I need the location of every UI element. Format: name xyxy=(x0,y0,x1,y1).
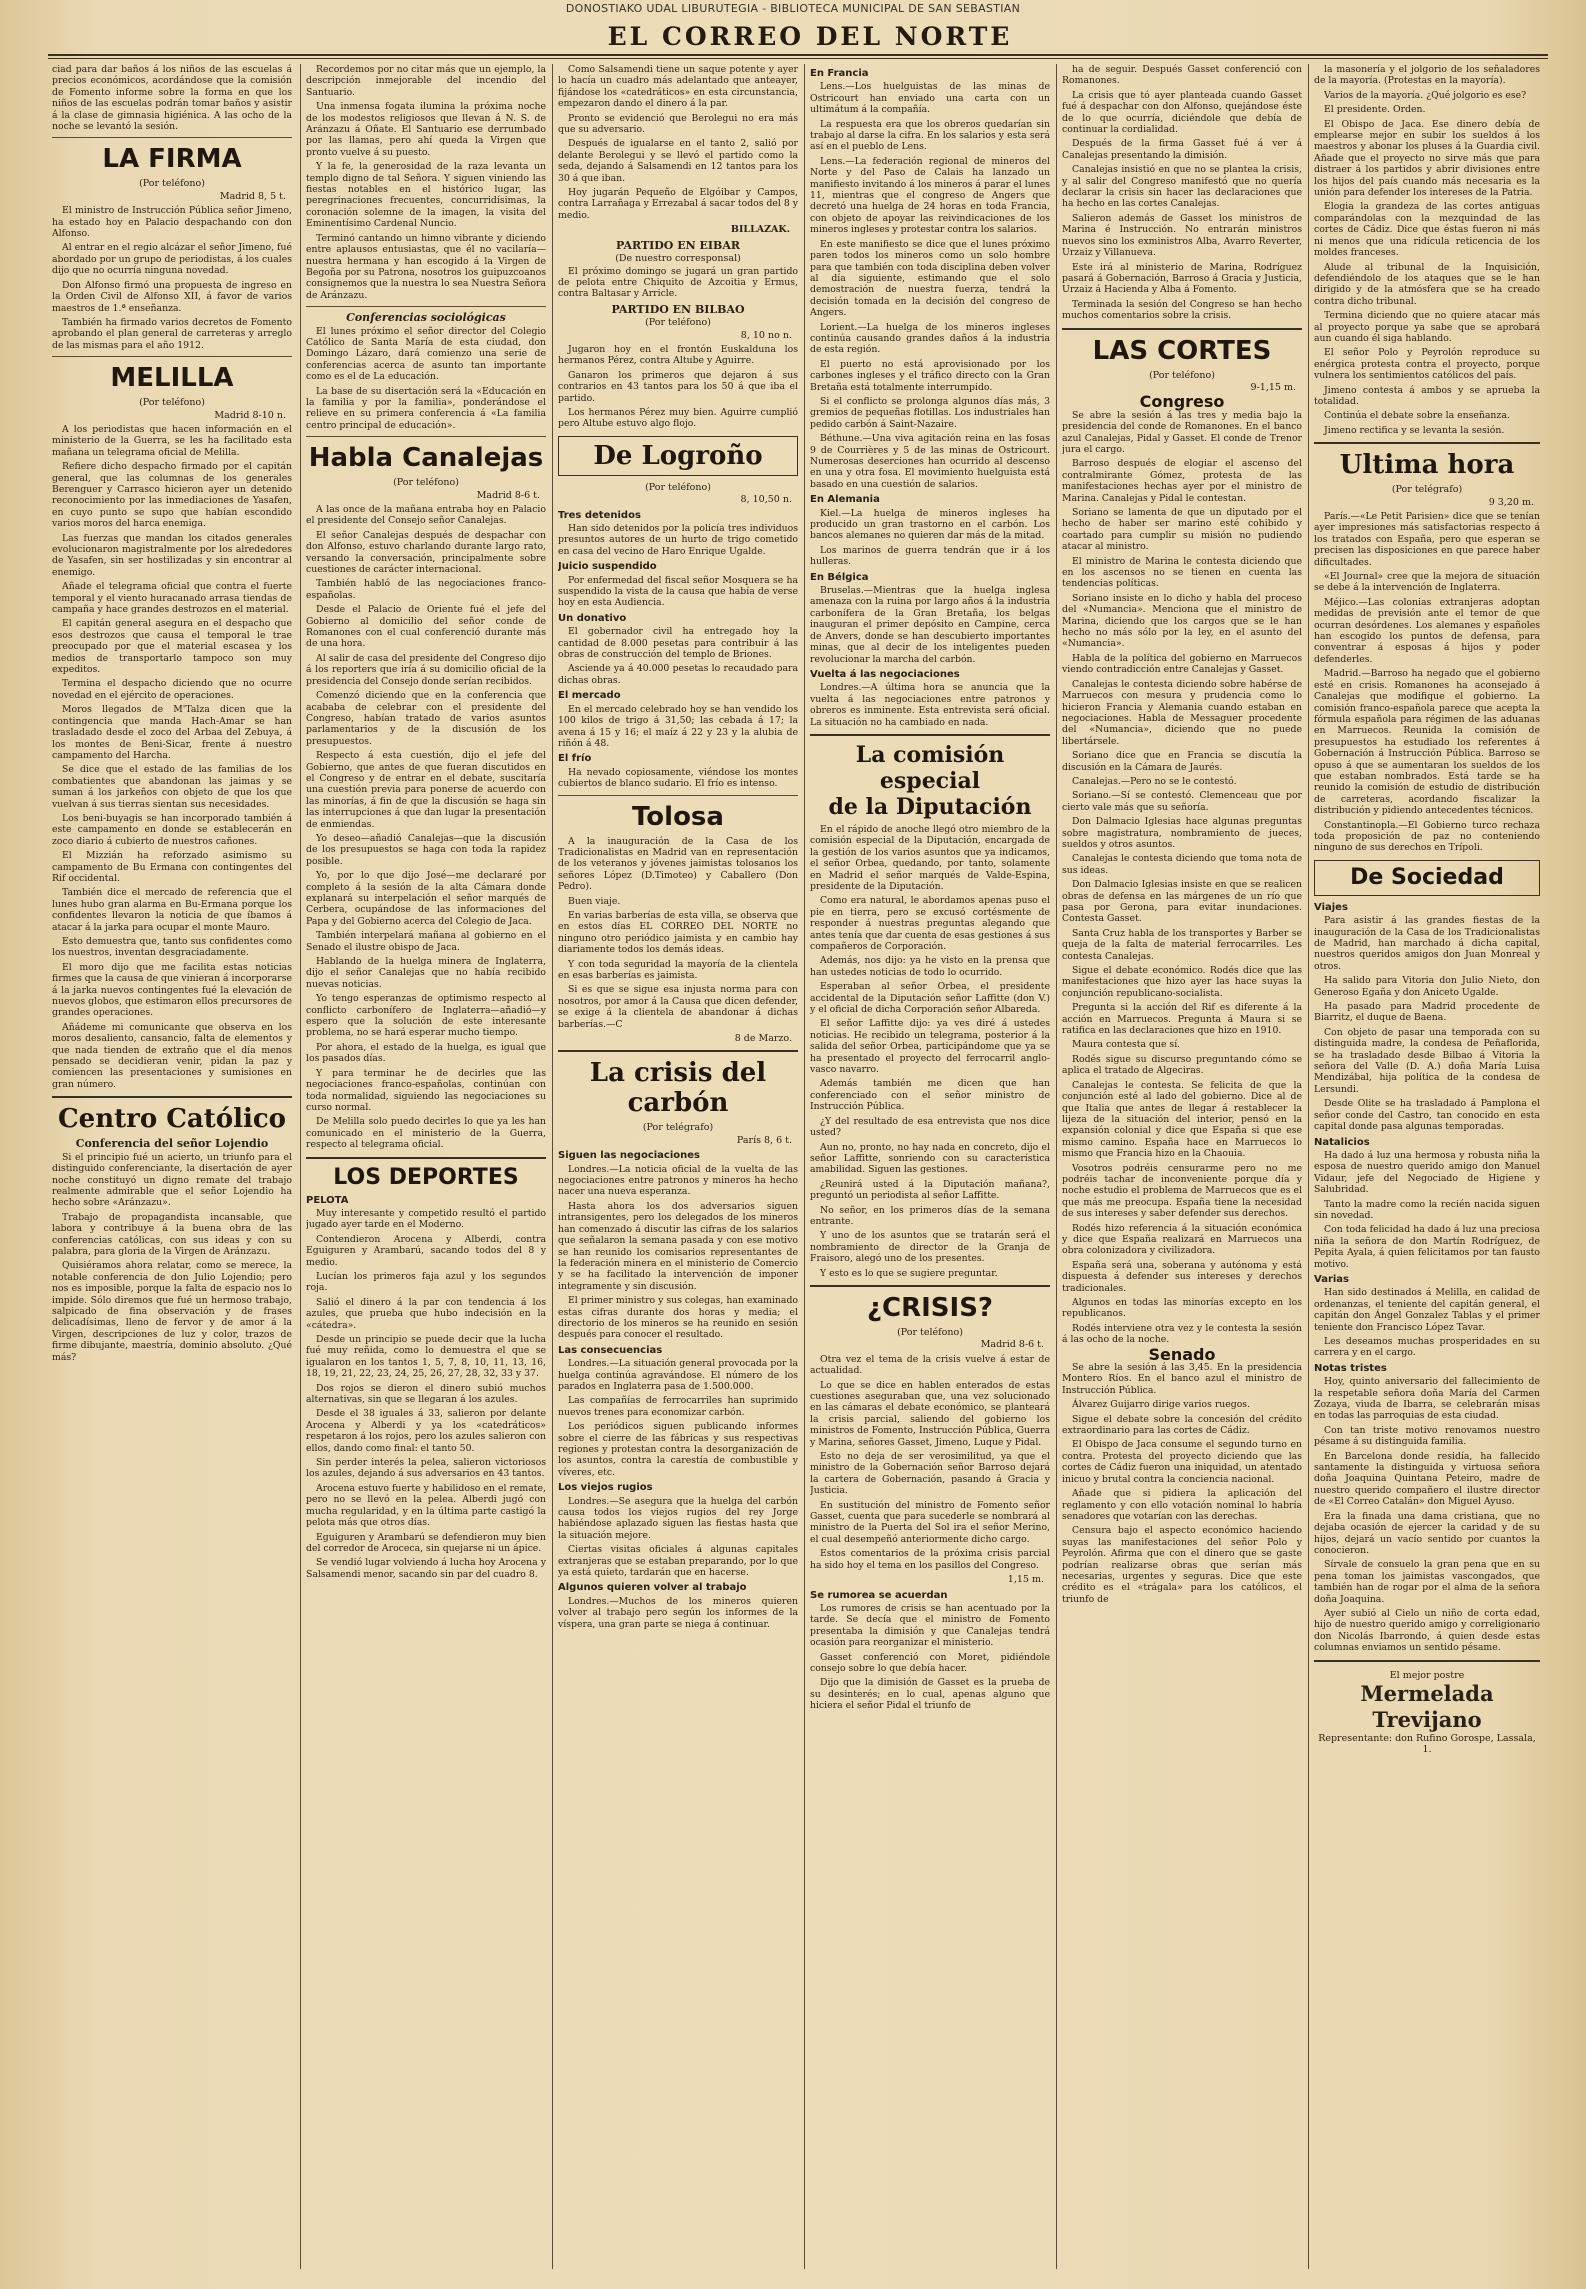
article-text: Añádeme mi comunicante que observa en los moros desaliento, cansancio, falta de elementos y que nada tienden de extraño que el día menos pensado se decidieran venir, pidan la paz y comiencen las presentaciones y sumisiones en gran número. xyxy=(52,1021,292,1090)
article-text: Yo, por lo que dijo José—me declararé por completo á la sesión de la alta Cámara donde explanará su interpelación el señor marqués de Cerbera, ocupándose de las informaciones del Papa y del Gobierno acerca del Colegio de Jaca. xyxy=(306,870,546,927)
article-text: Canalejas le contesta diciendo que toma nota de sus ideas. xyxy=(1062,853,1302,876)
article-text: Don Alfonso firmó una propuesta de ingreso en la Orden Civil de Alfonso XII, á favor de varios maestros de 1.ª enseñanza. xyxy=(52,279,292,314)
article-text: El señor Polo y Peyrolón reproduce su enérgica protesta contra el proyecto, porque vulnera los sentimientos católicos del país. xyxy=(1314,347,1540,382)
article-text: Los periódicos siguen publicando informes sobre el cierre de las fábricas y sus respectivas regiones y protestan contra la desorganización de los asuntos, contra la carestía de combustible y víveres, etc. xyxy=(558,1421,798,1478)
headline-de-sociedad: De Sociedad xyxy=(1350,864,1504,890)
article-text: Trabajo de propagandista incansable, que labora y contribuye á la buena obra de las conferencias católicas, con sus ideas y con su palabra, para gloria de la Virgen de Aránzazu. xyxy=(52,1211,292,1257)
article-text: Algunos en todas las minorías excepto en los republicanos. xyxy=(1062,1297,1302,1320)
article-text: Se dice que el estado de las familias de los combatientes que abandonan las jaimas y se suman á los jarkeños con objeto de que los que vuelvan á sus tierras sientan sus necesidades. xyxy=(52,764,292,810)
article-text: Si es que se sigue esa injusta norma para con nosotros, por amor á la Causa que dicen defender, se exige á la clientela de abandonar á dichas barberías.—C xyxy=(558,984,798,1030)
article-text: Quisiéramos ahora relatar, como se merece, la notable conferencia de don Julio Lojendio; pero nos es imposible, porque la falta de espacio nos lo impide. Sólo diremos que fué un hermoso trabajo, salpicado de fina observación y de frases delicadísimas, lleno de fervor y de amor á la Virgen, descripciones de luz y color, trazos de firme dibujante, maestría, dominio absoluto. ¿Qué más? xyxy=(52,1260,292,1363)
divider xyxy=(52,137,292,138)
article-text: Los marinos de guerra tendrán que ir á los hulleras. xyxy=(810,544,1050,568)
article-text: Londres.—Se asegura que la huelga del carbón causa todos los viejos rugios del rey Jorge habiéndose aplazado siguen las fiestas hasta que la situación mejore. xyxy=(558,1495,798,1541)
article-text: Refiere dicho despacho firmado por el capitán general, que las columnas de los generales Berenguer y Carrasco hicieron ayer un detenido reconocimiento por las inmediaciones de Yasafen, en cuyo punto se supo que habían escondido varios moros del harca enemiga. xyxy=(52,461,292,530)
article-text: Como Salsamendi tiene un saque potente y ayer lo hacía un cuadro más adelantado que anteayer, fijándose los «catedráticos» en esta circunstancia, empezaron dando el dinero á la par. xyxy=(558,64,798,110)
headline-tolosa: Tolosa xyxy=(632,801,724,832)
divider xyxy=(558,1050,798,1052)
subhead: (Por teléfono) xyxy=(897,1326,963,1338)
article-text: Lo que se dice en hablen enterados de estas cuestiones aseguraban que, una vez solucionado en las cámaras el debate económico, se planteará la crisis parcial, saliendo del gobierno los ministros de Fomento, Instrucción Pública, Guerra y Marina, señores Gasset, Jimeno, Luque y Pidal. xyxy=(810,1379,1050,1448)
article-text: Lens.—La federación regional de mineros del Norte y del Paso de Calais ha lanzado un manifiesto invitando á los mineros á parar el lunes 11, mientras que el congreso de Angers que decretó una huelga de 24 horas en toda Francia, con objeto de apoyar las reivindicaciones de los mineros ingleses y protestar contra los salarios. xyxy=(810,155,1050,236)
article-text: Recordemos por no citar más que un ejemplo, la descripción inmejorable del incendio del Santuario. xyxy=(306,64,546,98)
subhead: (De nuestro corresponsal) xyxy=(615,253,741,265)
article-text: En Barcelona donde residía, ha fallecido santamente la distinguida y virtuosa señora doña Joaquina Quintana Peteiro, madre de nuestro querido compañero el ilustre director de «El Correo Catalán» don Miguel Ayuso. xyxy=(1314,1450,1540,1508)
divider xyxy=(306,436,546,437)
subhead: (Por telégrafo) xyxy=(1391,484,1463,496)
subhead-eibar: PARTIDO EN EIBAR xyxy=(615,238,740,252)
article-text: Gasset conferenció con Moret, pidiéndole consejo sobre lo que debía hacer. xyxy=(810,1651,1050,1674)
subhead: En Bélgica xyxy=(810,571,869,583)
dateline: 8 de Marzo. xyxy=(734,1033,792,1045)
article-text: Soriano insiste en lo dicho y habla del proceso del «Numancia». Menciona que el ministro de Marina, diciendo que los cargos que se le han hecho no más sólo por la ley, en el asunto del «Numancia». xyxy=(1062,592,1302,650)
article-text: ciad para dar baños á los niños de las escuelas á precios económicos, acordándose que la comisión de Fomento informe sobre la forma en que los niños de las escuelas podrán tomar baños y asistir á la clase de gimnasia higiénica. A las ocho de la noche se levantó la sesión. xyxy=(52,64,292,133)
article-text: Ha dado á luz una hermosa y robusta niña la esposa de nuestro querido amigo don Manuel Vidaur, jefe del Negociado de Higiene y Salubridad. xyxy=(1314,1149,1540,1196)
article-text: Varios de la mayoría. ¿Qué jolgorio es ese? xyxy=(1324,89,1527,101)
article-text: Don Dalmacio Iglesias hace algunas preguntas sobre magistratura, nombramiento de jueces, sueldos y otros asuntos. xyxy=(1062,816,1302,850)
subhead: Varias xyxy=(1314,1273,1349,1285)
article-text: Para asistir á las grandes fiestas de la inauguración de la Casa de los Tradicionalistas de Madrid, han marchado á dicha capital, nuestros queridos amigos don Juan Monreal y otros. xyxy=(1314,915,1540,972)
subhead: (Por teléfono) xyxy=(139,397,205,409)
article-text: La crisis que tó ayer planteada cuando Gasset fué á despachar con don Alfonso, quejándose éste de lo que ocurría, diciéndole que debía de continuar la cordialidad. xyxy=(1062,89,1302,136)
article-text: Terminada la sesión del Congreso se han hecho muchos comentarios sobre la crisis. xyxy=(1062,298,1302,322)
article-text: Por ahora, el estado de la huelga, es igual que los pasados días. xyxy=(306,1041,546,1065)
article-text: Eguiguren y Arambarú se defendieron muy bien del corredor de Aroceca, sin quejarse ni un ápice. xyxy=(306,1531,546,1554)
article-text: Dos rojos se dieron el dinero subió muchos alternativas, sin que se llegaran á los azules. xyxy=(306,1382,546,1406)
article-text: La respuesta era que los obreros quedarían sin trabajo al darse la cifra. En los salarios y esta será así en el pueblo de Lens. xyxy=(810,118,1050,153)
article-text: Jugaron hoy en el frontón Euskalduna los hermanos Pérez, contra Altube y Aguirre. xyxy=(558,343,798,367)
dateline: Madrid 8-10 n. xyxy=(214,409,286,421)
subhead: Viajes xyxy=(1314,901,1348,913)
column-2 xyxy=(306,64,546,2274)
article-text: Se abre la sesión á las 3,45. En la presidencia Montero Ríos. En el banco azul el ministro de Instrucción Pública. xyxy=(1062,1362,1302,1396)
article-text: Sírvale de consuelo la gran pena que en su pena toman los jaimistas vascongados, que también han de rogar por el alma de la señora doña Joaquina. xyxy=(1314,1559,1540,1605)
column-divider xyxy=(1308,64,1309,2269)
advertisement xyxy=(1314,1670,1540,1756)
masthead: EL CORREO DEL NORTE xyxy=(607,22,1013,51)
article-text: Lucían los primeros faja azul y los segundos roja. xyxy=(306,1270,546,1294)
article-text: Han sido detenidos por la policía tres individuos presuntos autores de un hurto de trigo cometido en casa del vecino de Haro Enrique Ugalde. xyxy=(558,523,798,557)
article-text: Además, nos dijo: ya he visto en la prensa que han ustedes noticias de todo lo ocurrido. xyxy=(810,955,1050,978)
article-text: ¿Y del resultado de esa entrevista que nos dice usted? xyxy=(810,1115,1050,1139)
article-text: El lunes próximo el señor director del Colegio Católico de Santa María de esta ciudad, don Domingo Lázaro, dará comienzo una serie de conferencias acerca de asunto tan importante como es el de La educación. xyxy=(306,325,546,383)
divider xyxy=(306,306,546,307)
article-text: El ministro de Instrucción Pública señor Jimeno, ha estado hoy en Palacio despachando con don Alfonso. xyxy=(52,205,292,240)
article-text: la masonería y el jolgorio de los señaladores de la mayoría. (Protestas en la mayoría). xyxy=(1314,64,1540,87)
article-text: Ganaron los primeros que dejaron á sus contrarios en 43 tantos para los 50 á que iba el partido. xyxy=(558,369,798,404)
article-text: El gobernador civil ha entregado hoy la cantidad de 8.000 pesetas para contribuir á las obras de construcción del templo de Briones. xyxy=(558,626,798,661)
article-text: Era la finada una dama cristiana, que no dejaba ocasión de ejercer la caridad y de su hijos, dejará un vacío sentido por cuantos la conocieron. xyxy=(1314,1510,1540,1556)
article-text: Dijo que la dimisión de Gasset es la prueba de su desinterés; en lo cual, apenas alguno que hiciera el señor Pidal el triunfo de xyxy=(810,1677,1050,1712)
headline-la-firma: LA FIRMA xyxy=(102,144,242,175)
article-text: Don Dalmacio Iglesias insiste en que se realicen obras de defensa en las márgenes de un río que pasa por Gerona, para evitar inundaciones. Contesta Gasset. xyxy=(1062,879,1302,925)
subhead: (Por teléfono) xyxy=(645,317,711,329)
headline-melilla: MELILLA xyxy=(110,363,234,394)
article-text: Sigue el debate sobre la concesión del crédito extraordinario para las cortes de Cádiz. xyxy=(1062,1413,1302,1437)
ad-representative: Representante: don Rufino Gorospe, Lassala, 1. xyxy=(1318,1732,1536,1756)
divider xyxy=(52,1096,292,1098)
article-text: Londres.—A última hora se anuncia que la vuelta á las negociaciones entre patronos y obreros es inminente. Esta entrevista será oficial. La situación no ha cambiado en nada. xyxy=(810,682,1050,728)
article-text: Con tan triste motivo renovamos nuestro pésame á su distinguida familia. xyxy=(1314,1424,1540,1448)
article-text: Béthune.—Una viva agitación reina en las fosas 9 de Courrières y 5 de las minas de Ostricourt. Numerosas deserciones han ocurrido al descenso en una y otra fosa. El movimiento huelguista está basado en una cuestión de salarios. xyxy=(810,433,1050,490)
article-text: Madrid.—Barroso ha negado que el gobierno esté en crisis. Romanones ha aconsejado á Canalejas que modifique el gobierno. La comisión franco-española parece que acepta la fórmula española para régimen de las aduanas en Marruecos. Reunida la comisión de presupuestos ha estudiado los referentes á Gobernación á Instrucción Pública. Barroso se opuso á que se aumentaran los sueldos de los que estaban nombrados. Está tarde se ha reunido la comisión de estudio de distribución de carreteras, acordando fiscalizar la distribución y pidiendo antecedentes técnicos. xyxy=(1314,668,1540,817)
article-text: El Obispo de Jaca consume el segundo turno en contra. Protesta del proyecto diciendo que las cortes de Cádiz fueron una iniquidad, un atentado inicuo y brutal contra la conciencia nacional. xyxy=(1062,1439,1302,1485)
subhead: El frío xyxy=(558,753,592,765)
article-text: Elogia la grandeza de las cortes antiguas comparándolas con la mezquindad de las cortes de Cádiz. Dice que éstas fueron ni más ni menos que una ridícula reticencia de los moldes franceses. xyxy=(1314,201,1540,259)
article-text: Canalejas le contesta. Se felicita de que la conjunción esté al lado del gobierno. Dice al de que Italia que antes de llegar á restablecer la lijeza de la situación del interior, pensó en la expansión colonial y dice que España si que ese mismo camino. España hace en Marruecos lo mismo que Francia hizo en la Chaouia. xyxy=(1062,1079,1302,1160)
article-text: El moro dijo que me facilita estas noticias firmes que la causa de que vinieran á incorporarse á la jarka nuevos contingentes fué la elevación de nuevos globos, que estimaron ellos precursores de grandes operaciones. xyxy=(52,961,292,1019)
article-text: Después de igualarse en el tanto 2, salió por delante Berolegui y se llevó el partido como la seda, dejando á Salsamendi en 12 tantos para los 30 á que iban. xyxy=(558,138,798,184)
column-5 xyxy=(1062,64,1302,2274)
article-text: Añade el telegrama oficial que contra el fuerte temporal y el viento huracanado arrasa tiendas de campaña y hace grandes destrozos en el material. xyxy=(52,581,292,616)
subhead: (Por telégrafo) xyxy=(642,1122,714,1134)
article-text: Lens.—Los huelguistas de las minas de Ostricourt han enviado una carta con un ultimátum á la compañía. xyxy=(810,81,1050,116)
article-text: Terminó cantando un himno vibrante y diciendo entre aplausos entusiastas, que él no vacilaría—nuestra hermana y han escogido á la Virgen de Begoña por su Patrona, nosotros los guipuzcoanos consignemos que la nuestra lo sea Nuestra Señora de Aránzazu. xyxy=(306,232,546,301)
article-text: Soriano.—Sí se contestó. Clemenceau que por cierto vale más que su señoría. xyxy=(1062,790,1302,813)
article-text: Londres.—La noticia oficial de la vuelta de las negociaciones entre patronos y mineros ha hecho nacer una nueva esperanza. xyxy=(558,1163,798,1198)
article-text: Esperaban al señor Orbea, el presidente accidental de la Diputación señor Laffitte (don V.) y el oficial de dicha Corporación señor Albareda. xyxy=(810,981,1050,1016)
subhead: Siguen las negociaciones xyxy=(558,1150,701,1162)
article-text: El capitán general asegura en el despacho que esos destrozos que causa el temporal le trae preocupado por que el material escasea y los medios de transportarlo tampoco son muy expeditos. xyxy=(52,618,292,676)
article-text: El presidente. Orden. xyxy=(1324,104,1426,116)
article-text: También ha firmado varios decretos de Fomento aprobando el plan general de carreteras y arreglo de las mismas para el año 1912. xyxy=(52,316,292,351)
article-text: Sin perder interés la pelea, salieron victoriosos los azules, dejando á sus adversarios en 43 tantos. xyxy=(306,1457,546,1480)
article-text: El señor Laffitte dijo: ya ves diré á ustedes noticias. He recibido un telegrama, posterior á la salida del señor Orbea, participándome que ya se ha presentado el proyecto del ferrocarril anglo-vasco navarro. xyxy=(810,1018,1050,1076)
article-text: Londres.—La situación general provocada por la huelga continúa agravándose. El número de los parados en Inglaterra pasa de 1.500.000. xyxy=(558,1358,798,1392)
subhead: En Alemania xyxy=(810,494,880,506)
article-text: Les deseamos muchas prosperidades en su carrera y en el cargo. xyxy=(1314,1336,1540,1359)
article-text: Se vendió lugar volviendo á lucha hoy Arocena y Salsamendi menor, sacando sin par del cuadro 8. xyxy=(306,1557,546,1580)
article-text: Con toda felicidad ha dado á luz una preciosa niña la señora de don Martín Rodríguez, de Pepita Ayala, á quien felicitamos por tan fausto motivo. xyxy=(1314,1224,1540,1270)
subhead: Los viejos rugios xyxy=(558,1482,653,1494)
dateline: 9 3,20 m. xyxy=(1488,496,1534,508)
dateline: 1,15 m. xyxy=(1007,1574,1044,1586)
article-text: Arocena estuvo fuerte y habilidoso en el remate, pero no se llevó en la pelea. Alberdi jugó con mucha regularidad, y en la última parte castigó la pelota más que otros días. xyxy=(306,1482,546,1529)
article-text: Los rumores de crisis se han acentuado por la tarde. Se decía que el ministro de Fomento presentaba la dimisión y que Canalejas tendrá ocasión para reorganizar el ministerio. xyxy=(810,1602,1050,1649)
article-text: Comenzó diciendo que en la conferencia que acababa de celebrar con el presidente del Congreso, habían tratado de varios asuntos parlamentarios y de la discusión de los presupuestos. xyxy=(306,690,546,747)
subhead: (Por teléfono) xyxy=(645,481,711,493)
article-text: A los periodistas que hacen información en el ministerio de la Guerra, se les ha facilitado esta mañana un telegrama oficial de Melilla. xyxy=(52,423,292,458)
article-text: Londres.—Muchos de los mineros quieren volver al trabajo pero según los informes de la víspera, una gran parte se niega á continuar. xyxy=(558,1595,798,1630)
article-text: Y uno de los asuntos que se tratarán será el nombramiento de director de la Granja de Fraisoro, alegó uno de los presentes. xyxy=(810,1230,1050,1265)
article-text: Desde un principio se puede decir que la lucha fué muy reñida, como lo demuestra el que se igualaron en los tantos 1, 5, 7, 8, 10, 11, 13, 16, 18, 19, 21, 22, 23, 24, 25, 26, 27, 28, 32, 33 y 37. xyxy=(306,1334,546,1380)
article-text: El señor Canalejas después de despachar con don Alfonso, estuvo charlando durante largo rato, versando la conversación, principalmente sobre cuestiones de carácter internacional. xyxy=(306,529,546,576)
headline-de-logrono: De Logroño xyxy=(593,440,763,471)
article-text: Ha nevado copiosamente, viéndose los montes cubiertos de blanco sudario. El frío es intenso. xyxy=(558,766,798,790)
subhead-pelota: PELOTA xyxy=(306,1194,349,1206)
article-text: Habla de la política del gobierno en Marruecos viendo contradicción entre Canalejas y Gasset. xyxy=(1062,652,1302,676)
article-text: Esto no deja de ser verosimilitud, ya que el ministro de la Gobernación señor Barroso dejará la cartera de Gobernación, pasando á Gracia y Justicia. xyxy=(810,1451,1050,1497)
headline-centro-catolico: Centro Católico xyxy=(57,1104,287,1135)
article-text: También dice el mercado de referencia que el lunes hubo gran alarma en Bu-Ermana porque los confidentes llevaron la noticia de que íbamos á atacar á la jarka para ocupar el monte Mauro. xyxy=(52,887,292,933)
article-text: Si el conflicto se prolonga algunos días más, 3 gremios de pequeñas flotillas. Los industriales han pedido carbón á Saint-Nazaire. xyxy=(810,395,1050,430)
article-text: Otra vez el tema de la crisis vuelve á estar de actualidad. xyxy=(810,1353,1050,1377)
headline-habla-canalejas: Habla Canalejas xyxy=(308,443,544,474)
column-3 xyxy=(558,64,798,2274)
article-text: Han sido destinados á Melilla, en calidad de ordenanzas, el teniente del capitán general, el capitán don Ángel Gonzalez Tablas y el primer teniente don Francisco López Tavar. xyxy=(1314,1287,1540,1333)
article-text: En sustitución del ministro de Fomento señor Gasset, cuenta que para sucederle se nombrará al ministro de la Puerta del Sol ira el señor Merino, el cual desempeñó anteriormente dicho cargo. xyxy=(810,1499,1050,1545)
article-text: Pregunta si la acción del Rif es diferente á la acción en Marruecos. Pregunta á Maura si se ratifica en las declaraciones que hizo en 1910. xyxy=(1062,1002,1302,1037)
article-text: Si el principio fué un acierto, un triunfo para el distinguido conferenciante, la disertación de ayer noche constituyó un digno remate del trabajo realmente admirable que el señor Lojendio ha hecho sobre «Aránzazu». xyxy=(52,1151,292,1209)
article-text: Canalejas le contesta diciendo sobre habérse de Marruecos con mesura y prudencia como lo hicieron Francia y Alemania cuando estaban en negociaciones. Habla de Messaguer procedente del «Numancia», diciendo que no puede libertársele. xyxy=(1062,678,1302,747)
article-text: París.—«Le Petit Parisien» dice que se tenían ayer impresiones más satisfactorias respecto á los tratados con España, pero que esperan se precisen las disposiciones en que parece haber dificultades. xyxy=(1314,511,1540,568)
dateline: Madrid 8, 5 t. xyxy=(219,190,286,202)
divider xyxy=(1314,1660,1540,1662)
divider xyxy=(558,795,798,796)
subhead: Tres detenidos xyxy=(558,509,641,521)
article-text: Constantinopla.—El Gobierno turco rechaza toda proposición de paz no conteniendo ninguno de sus derechos en Trípoli. xyxy=(1314,819,1540,854)
article-text: En varias barberías de esta villa, se observa que en estos días EL CORREO DEL NORTE no ninguno otro periódico jaimista y en cambio hay diariamente todos los demás ideas. xyxy=(558,909,798,956)
article-text: Canalejas insistió en que no se plantea la crisis, y al salir del Congreso manifestó que no quería declarar la crisis sin hacer las declaraciones que ha hecho en las cortes Canalejas. xyxy=(1062,164,1302,210)
article-text: Aun no, pronto, no hay nada en concreto, dijo el señor Laffitte, sonriendo con su característica amabilidad. Siguen las gestiones. xyxy=(810,1141,1050,1176)
article-text: Ciertas visitas oficiales á algunas capitales extranjeras que se estaban preparando, por lo que ya está quieto, tardarán que en hacerse. xyxy=(558,1544,798,1579)
article-text: Los hermanos Pérez muy bien. Aguirre cumplió pero Altube estuvo algo flojo. xyxy=(558,406,798,430)
article-text: Rodés hizo referencia á la situación económica y dice que España realizará en Marruecos una obra colonizadora y civilizadora. xyxy=(1062,1222,1302,1257)
article-text: Las fuerzas que mandan los citados generales evolucionaron magistralmente por los alrededores de Yasafen, sin ser hostilizadas y sin encontrar al enemigo. xyxy=(52,532,292,578)
article-text: Yo tengo esperanzas de optimismo respecto al conflicto carbonífero de Inglaterra—añadió—y espero que la solución de este interesante problema, no se hará esperar mucho tiempo. xyxy=(306,993,546,1039)
article-text: Hoy jugarán Pequeño de Elgóibar y Campos, contra Larrañaga y Errezabal á sacar todos del 8 y medio. xyxy=(558,187,798,221)
headline-las-cortes: LAS CORTES xyxy=(1092,335,1272,366)
article-text: Lorient.—La huelga de los mineros ingleses continúa causando grandes daños á la industria de esta región. xyxy=(810,321,1050,356)
byline: BILLAZAK. xyxy=(730,224,790,236)
article-text: También habló de las negociaciones franco-españolas. xyxy=(306,578,546,601)
subhead-congreso: Congreso xyxy=(1139,392,1225,412)
column-4 xyxy=(810,64,1050,2274)
dateline: 9-1,15 m. xyxy=(1250,381,1296,393)
article-text: Desde Olite se ha trasladado á Pamplona el señor conde del Castro, tan conocido en esta capital donde pasa algunas temporadas. xyxy=(1314,1098,1540,1133)
divider xyxy=(1314,442,1540,444)
divider xyxy=(52,356,292,357)
article-text: Muy interesante y competido resultó el partido jugado ayer tarde en el Moderno. xyxy=(306,1207,546,1231)
headline-crisis: ¿CRISIS? xyxy=(866,1292,994,1323)
article-text: España será una, soberana y autónoma y está dispuesta á defender sus intereses y derechos tradicionales. xyxy=(1062,1259,1302,1294)
article-text: Soriano dice que en Francia se discutía la discusión en la Cámara de Jaurés. xyxy=(1062,750,1302,773)
headline-crisis-carbon: La crisis del carbón xyxy=(589,1058,767,1119)
headline-los-deportes: LOS DEPORTES xyxy=(333,1164,519,1190)
article-text: Kiel.—La huelga de mineros ingleses ha producido un gran trastorno en el carbón. Los bancos alemanes no quieren dar más de la mitad. xyxy=(810,507,1050,542)
subhead: Las consecuencias xyxy=(558,1344,663,1356)
column-divider xyxy=(1056,64,1057,2269)
article-text: Ha pasado para Madrid procedente de Biarritz, el duque de Baena. xyxy=(1314,1001,1540,1024)
article-text: A la inauguración de la Casa de los Tradicionalistas en Madrid van en representación de los veteranos y jóvenes jaimistas tolosanos los señores López (D.Timoteo) y Caballero (Don Pedro). xyxy=(558,835,798,893)
article-text: Maura contesta que sí. xyxy=(1072,1039,1181,1051)
article-text: Este irá al ministerio de Marina, Rodríguez pasará á Gobernación, Barroso á Gracia y Justicia, Urzaiz á Hacienda y Alba á Fomento. xyxy=(1062,261,1302,296)
article-text: Desde el Palacio de Oriente fué el jefe del Gobierno al domicilio del señor conde de Romanones con el cual conferenció durante más de una hora. xyxy=(306,604,546,650)
article-text: De Melilla solo puedo decirles lo que ya les han comunicado en el ministerio de la Guerra, respecto al telegrama oficial. xyxy=(306,1116,546,1151)
article-text: Salió el dinero á la par con tendencia á los azules, que prueba que hubo indecisión en la «cátedra». xyxy=(306,1296,546,1331)
article-text: Termina el despacho diciendo que no ocurre novedad en el ejército de operaciones. xyxy=(52,678,292,701)
article-text: Rodés interviene otra vez y le contesta la sesión á las ocho de la noche. xyxy=(1062,1322,1302,1346)
article-text: «El Journal» cree que la mejora de situación se debe á la intervención de Inglaterra. xyxy=(1314,571,1540,594)
article-text: Bruselas.—Mientras que la huelga inglesa amenaza con la ruina por largo años á la industria carbonífera de la Gran Bretaña, los belgas inauguran el primer depósito en Campine, cerca de Anvers, donde se han descubierto importantes minas, que al decir de los inteligentes pueden revolucionar la marcha del carbón. xyxy=(810,585,1050,665)
article-text: Asciende ya á 40.000 pesetas lo recaudado para dichas obras. xyxy=(558,663,798,686)
article-text: Al salir de casa del presidente del Congreso dijo á los reporters que iría á su domicilio oficial de la presidencia del Consejo donde serían recibidos. xyxy=(306,652,546,687)
article-text: Canalejas.—Pero no se le contestó. xyxy=(1072,775,1237,787)
subhead: En Francia xyxy=(810,68,869,79)
divider xyxy=(810,1285,1050,1287)
article-text: Y esto es lo que se sugiere preguntar. xyxy=(820,1267,998,1279)
article-text: ha de seguir. Después Gasset conferenció con Romanones. xyxy=(1062,64,1302,87)
headline-comision: La comisión especial xyxy=(855,741,1005,794)
subhead: (Por teléfono) xyxy=(1149,369,1215,381)
article-text: Termina diciendo que no quiere atacar más al proyecto porque ya sabe que se aprobará aun cuando él siga hablando. xyxy=(1314,310,1540,344)
article-text: Salieron además de Gasset los ministros de Marina é Instrucción. No entrarán ministros nuevos sino los exministros Alba, Avarro Reverter, Urzaiz y Villanueva. xyxy=(1062,212,1302,259)
article-text: Hablando de la huelga minera de Inglaterra, dijo el señor Canalejas que no había recibido nuevas noticias. xyxy=(306,956,546,990)
article-text: Rodés sigue su discurso preguntando cómo se aplica el tratado de Algeciras. xyxy=(1062,1053,1302,1077)
article-text: Desde el 38 iguales á 33, salieron por delante Arocena y Alberdi y ya los «catedráticos» respetaron á los rojos, pero los azules salieron con ellos, dando como final: el tanto 50. xyxy=(306,1408,546,1454)
article-text: ¿Reunirá usted á la Diputación mañana?, preguntó un periodista al señor Laffitte. xyxy=(810,1178,1050,1202)
subhead-senado: Senado xyxy=(1148,1344,1216,1364)
article-text: Pronto se evidenció que Berolegui no era más que su adversario. xyxy=(558,112,798,136)
article-text: Al entrar en el regio alcázar el señor Jimeno, fué abordado por un grupo de periodistas, á los cuales dijo que no ocurría ninguna novedad. xyxy=(52,242,292,277)
article-text: Las compañías de ferrocarriles han suprimido nuevos trenes para economizar carbón. xyxy=(558,1395,798,1418)
subhead: Se rumorea se acuerdan xyxy=(810,1589,948,1601)
ad-brand: Mermelada Trevijano xyxy=(1360,1680,1494,1732)
article-text: Esto demuestra que, tanto sus confidentes como los nuestros, inventan desgraciadamente. xyxy=(52,936,292,959)
article-text: En el mercado celebrado hoy se han vendido los 100 kilos de trigo á 31,50; las cebada á 17; la avena á 15 y 16; el maíz á 22 y 23 y la alubia de riñón á 48. xyxy=(558,703,798,749)
article-text: También interpelará mañana al gobierno en el Senado el ilustre obispo de Jaca. xyxy=(306,930,546,953)
article-text: Estos comentarios de la próxima crisis parcial ha sido hoy el tema en los pasillos del Congreso. xyxy=(810,1548,1050,1571)
article-text: No señor, en los primeros días de la semana entrante. xyxy=(810,1204,1050,1227)
subhead: Notas tristes xyxy=(1314,1362,1387,1374)
article-text: Buen viaje. xyxy=(568,895,621,907)
subhead-conferencias: Conferencias sociológicas xyxy=(346,311,506,325)
article-text: Yo deseo—añadió Canalejas—que la discusión de los presupuestos se haga con toda la rapidez posible. xyxy=(306,832,546,867)
article-text: Barroso después de elogiar el ascenso del contralmirante Gómez, protesta de las manifestaciones hechas ayer por el ministro de Marina. Canalejas y Pidal le contestan. xyxy=(1062,458,1302,504)
article-text: Censura bajo el aspecto económico haciendo suyas las manifestaciones del señor Polo y Peyrolón. Afirma que con el dinero que se gaste podrían realizarse obras que serían más necesarias, urgentes y seguras. Dice que este crédito es el «trágala» para los católicos, el triunfo de xyxy=(1062,1525,1302,1605)
divider xyxy=(1062,328,1302,330)
column-divider xyxy=(804,64,805,2269)
divider xyxy=(810,734,1050,736)
article-text: Se abre la sesión á las tres y media bajo la presidencia del conde de Romanones. En el banco azul Canalejas, Pidal y Gasset. El conde de Trenor jura el cargo. xyxy=(1062,409,1302,455)
column-6 xyxy=(1314,64,1540,2274)
article-text: Ha salido para Vitoria don Julio Nieto, don Generoso Egaña y don Aniceto Ugalde. xyxy=(1314,975,1540,998)
dateline: Madrid 8-6 t. xyxy=(476,489,540,501)
headline-ultima-hora: Ultima hora xyxy=(1339,450,1515,481)
article-text: Hoy, quinto aniversario del fallecimiento de la respetable señora doña María del Carmen Zozaya, viuda de Ibarra, se celebrarán misas en todas las parroquias de esta ciudad. xyxy=(1314,1376,1540,1422)
subhead: El mercado xyxy=(558,690,621,702)
article-text: En el rápido de anoche llegó otro miembro de la comisión especial de la Diputación, encargada de la gestión de los varios asuntos que ya indicamos, el señor Orbea, quedando, por tanto, solamente en Madrid el señor marqués de Valde-Espina, presidente de la Diputación. xyxy=(810,823,1050,892)
article-text: Santa Cruz habla de los transportes y Barber se queja de la falta de material ferrocarriles. Les contesta Canalejas. xyxy=(1062,927,1302,962)
dateline: 8, 10 no n. xyxy=(740,329,792,341)
article-text: Contendieron Arocena y Alberdi, contra Eguiguren y Arambarú, sacando todos del 8 y medio. xyxy=(306,1233,546,1268)
subhead: (Por teléfono) xyxy=(139,178,205,190)
article-text: Y la fe, la generosidad de la raza levanta un templo digno de tal Señora. Y siguen viniendo las fiestas notables en el histórico lugar, las peregrinaciones frecuentes, concurridísimas, la coronación solemne de la imagen, la visita del Eminentísimo Cardenal Nuncio. xyxy=(306,161,546,230)
article-text: Además también me dicen que han conferenciado con el señor ministro de Instrucción Pública. xyxy=(810,1078,1050,1113)
article-text: Méjico.—Las colonias extranjeras adoptan medidas de previsión ante el temor de que ocurran desórdenes. Los alemanes y españoles han escogido los puntos de defensa, para conventrar á esposas á hijos y poder defenderles. xyxy=(1314,596,1540,665)
article-text: Jimeno contesta á ambos y se aprueba la totalidad. xyxy=(1314,384,1540,407)
ad-tagline: El mejor postre xyxy=(1389,1669,1465,1681)
column-1 xyxy=(52,64,292,2274)
article-text: A las once de la mañana entraba hoy en Palacio el presidente del Consejo señor Canalejas. xyxy=(306,504,546,527)
dateline: París 8, 6 t. xyxy=(736,1134,792,1146)
subhead: Algunos quieren volver al trabajo xyxy=(558,1582,747,1594)
subhead: Conferencia del señor Lojendio xyxy=(75,1137,269,1151)
article-text: Hasta ahora los dos adversarios siguen intransigentes, pero los delegados de los mineros han comenzado á discutir las cifras de los salarios que señalaron la semana pasada y con ese motivo se han reunido los comisarios representantes de la federación minera en el ministerio de Comercio y se ha facilitado la intervención de imponer integramente y sin discusión. xyxy=(558,1200,798,1292)
article-text: Y para terminar he de decirles que las negociaciones franco-españolas, continúan con toda normalidad, siguiendo las negociaciones su curso normal. xyxy=(306,1067,546,1113)
article-text: Vosotros podréis censurarme pero no me podréis tachar de inconveniente porque día y noche estudio el problema de Marruecos que es el que más me preocupa. España tiene la necesidad de sus intereses y saber defender sus derechos. xyxy=(1062,1162,1302,1220)
dateline: Madrid 8-6 t. xyxy=(980,1339,1044,1351)
archive-header: DONOSTIAKO UDAL LIBURUTEGIA - BIBLIOTECA MUNICIPAL DE SAN SEBASTIAN xyxy=(565,2,1021,15)
article-text: El puerto no está aprovisionado por los carbones ingleses y el tráfico directo con la Gran Bretaña está totalmente interrumpido. xyxy=(810,358,1050,393)
article-text: Soriano se lamenta de que un diputado por el hecho de haber ser marino esté cohibido y coartado para cumplir su misión no pudiendo atacar al ministro. xyxy=(1062,507,1302,553)
subhead: Un donativo xyxy=(558,612,627,624)
column-divider xyxy=(552,64,553,2269)
headline-comision-2: de la Diputación xyxy=(828,793,1032,820)
article-text: Con objeto de pasar una temporada con su distinguida madre, la condesa de Peñaflorida, se ha trasladado desde Bilbao á Vitoria la señora del Valle (D. A.) doña María Luisa Mendizábal, hija política de la condesa de Lersundi. xyxy=(1314,1026,1540,1095)
article-text: El Mizzián ha reforzado asimismo su campamento de Bu Ermana con contingentes del Rif occidental. xyxy=(52,850,292,884)
article-text: El Obispo de Jaca. Ese dinero debía de emplearse mejor en subir los sueldos á los maestros y abonar los pluses á la Guardia civil. Añade que el proyecto no sirve más que para distraer á los partidos y abrir divisiones entre los hijos del país cuando más necesaria es la unión para defender los intereses de la Patria. xyxy=(1314,118,1540,199)
article-text: El ministro de Marina le contesta diciendo que en los ascensos no se tienen en cuenta las tendencias políticas. xyxy=(1062,555,1302,590)
article-text: Ayer subió al Cielo un niño de corta edad, hijo de nuestro querido amigo y correligionario don Nicolás Ibarrondo, á quien desde estas columnas enviamos un sentido pésame. xyxy=(1314,1607,1540,1654)
article-text: Añade que si pidiera la aplicación del reglamento y con ello votación nominal lo habría senadores que votarían con las derechas. xyxy=(1062,1488,1302,1522)
subhead: Natalicios xyxy=(1314,1136,1370,1148)
subhead: Juicio suspendido xyxy=(558,561,657,573)
article-text: Por enfermedad del fiscal señor Mosquera se ha suspendido la vista de la causa que había de verse hoy en esta Audiencia. xyxy=(558,574,798,609)
article-text: Respecto á esta cuestión, dijo el jefe del Gobierno, que antes de que fueran discutidos en el Congreso y de entrar en el debate, suscitaría una cuestión previa para ponerse de acuerdo con las minorías, á fin de que la discusión se haga sin las interrupciones á que dan lugar la presentación de enmiendas. xyxy=(306,750,546,830)
subhead-bilbao: PARTIDO EN BILBAO xyxy=(611,302,745,316)
masthead-rule xyxy=(48,54,1548,56)
article-text: Sigue el debate económico. Rodés dice que las manifestaciones que hizo ayer las hace suyas la conjunción republicano-socialista. xyxy=(1062,965,1302,999)
article-text: Moros llegados de M'Talza dicen que la contingencia que manda Hach-Amar se han trasladado desde el zoco del Arbaa del Zebuya, á los montes de Beni-Sicar, frente á nuestro campamento del Harcha. xyxy=(52,704,292,761)
subhead: Vuelta á las negociaciones xyxy=(810,668,960,680)
article-text: Y con toda seguridad la mayoría de la clientela en esas barberías es jaimista. xyxy=(558,958,798,981)
article-text: En este manifiesto se dice que el lunes próximo paren todos los mineros como un solo hombre para que también con toda disciplina deben volver al día siguiente, estimando que el solo demostración de nuestra fuerza, tendrá la decisión tomada en la decisión del congreso de Angers. xyxy=(810,238,1050,319)
article-text: Alude al tribunal de la Inquisición, defendiéndolo de los ataques que se le han dirigido y de la atmósfera que se ha creado contra dicho tribunal. xyxy=(1314,261,1540,307)
subhead: (Por teléfono) xyxy=(393,477,459,489)
article-text: Álvarez Guijarro dirige varios ruegos. xyxy=(1072,1399,1251,1411)
article-text: El primer ministro y sus colegas, han examinado estas cifras durante dos horas y media; el directorio de los mineros se ha reunido en sesión después para conocer el resultado. xyxy=(558,1295,798,1341)
article-text: Después de la firma Gasset fué á ver á Canalejas presentando la dimisión. xyxy=(1062,138,1302,161)
column-divider xyxy=(300,64,301,2269)
divider xyxy=(306,1157,546,1159)
article-text: Continúa el debate sobre la enseñanza. xyxy=(1324,410,1510,422)
article-text: Tanto la madre como la recién nacida siguen sin novedad. xyxy=(1314,1198,1540,1221)
article-text: Los beni-buyagis se han incorporado también á este campamento en donde se establecerán en zoco diario á cubierto de nuestros cañones. xyxy=(52,812,292,847)
article-text: Una inmensa fogata ilumina la próxima noche de los modestos religiosos que llevan á N. S. de Aránzazu á Oñate. El Santuario ese derrumbado por las llamas, pero ahí queda la Virgen que pronto vuelve á su puesto. xyxy=(306,101,546,158)
article-text: El próximo domingo se jugará un gran partido de pelota entre Chiquito de Azcoitia y Ermus, contra Baltasar y Arricle. xyxy=(558,265,798,300)
article-text: Jimeno rectifica y se levanta la sesión. xyxy=(1324,424,1505,436)
masthead-rule-thin xyxy=(48,58,1548,59)
dateline: 8, 10,50 n. xyxy=(740,494,792,506)
article-text: La base de su disertación será la «Educación en la familia y por la familia», ponderándose el relieve en su primera conferencia á «La familia centro principal de educación». xyxy=(306,385,546,431)
article-text: Como era natural, le abordamos apenas puso el pie en tierra, pero se excusó cortésmente de responder á nuestras preguntas alegando que antes tenía que dar cuenta de esas gestiones á sus compañeros de Corporación. xyxy=(810,895,1050,952)
